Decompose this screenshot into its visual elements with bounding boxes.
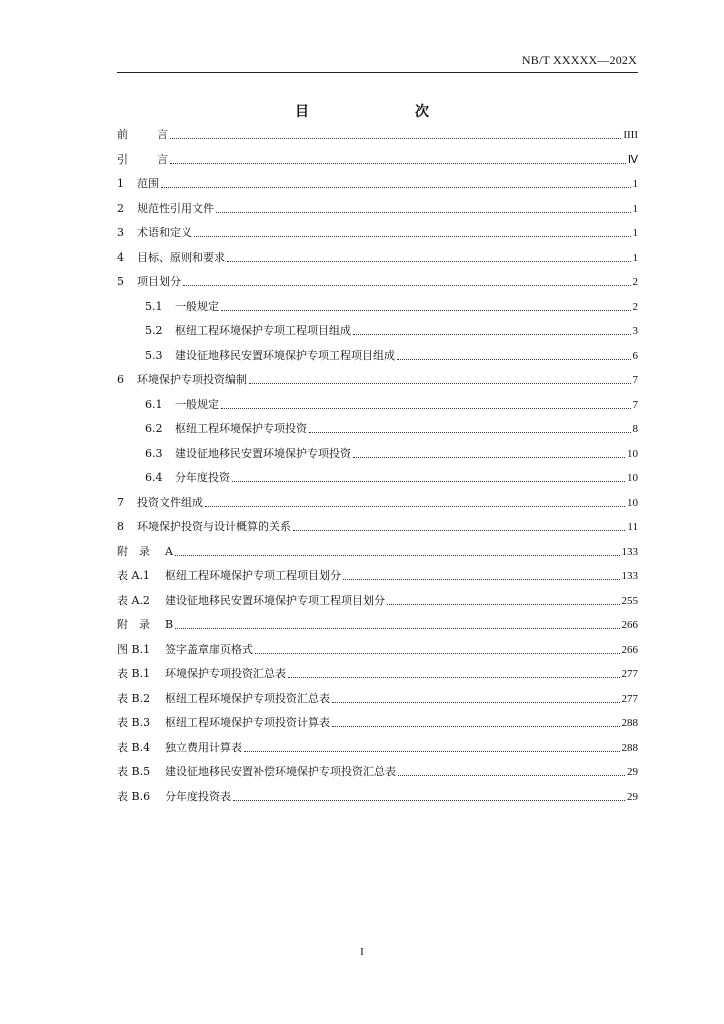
toc-entry[interactable] xyxy=(117,172,638,197)
page-number: I xyxy=(360,946,364,958)
toc-entry-number: 表 B.6 xyxy=(117,789,151,803)
toc-entry-number: 表 A.1 xyxy=(117,569,150,582)
toc-entry-label: 言 xyxy=(157,128,168,141)
toc-entry-number: 4 xyxy=(117,250,124,264)
toc-entry-number: 附 录 xyxy=(117,618,150,631)
toc-entry[interactable] xyxy=(117,123,638,148)
toc-entry-page: 288 xyxy=(621,741,638,754)
toc-entry-label: 独立费用计算表 xyxy=(165,740,242,754)
toc-entry-page: 7 xyxy=(632,374,638,386)
toc-entry-page: 2 xyxy=(632,276,638,288)
toc-entry-page: 1 xyxy=(632,251,638,264)
toc-entry-label: 建设征地移民安置环境保护专项投资 xyxy=(175,446,351,460)
toc-entry-label: 投资文件组成 xyxy=(137,495,203,509)
toc-dot-leader xyxy=(293,521,625,533)
toc-entry-page: 2 xyxy=(632,300,638,313)
toc-dot-leader xyxy=(398,766,625,778)
toc-entry-number: 6.1 xyxy=(145,397,163,411)
toc-dot-leader xyxy=(161,178,631,190)
toc-entry-label: 环境保护专项投资汇总表 xyxy=(165,667,286,680)
toc-entry-number: 6 xyxy=(117,373,124,386)
toc-entry[interactable] xyxy=(117,319,638,344)
toc-entry-page: 255 xyxy=(621,594,638,607)
toc-dot-leader xyxy=(205,497,625,509)
toc-entry[interactable] xyxy=(117,491,638,516)
toc-entry-label: 范围 xyxy=(137,177,159,190)
toc-entry[interactable] xyxy=(117,197,638,222)
toc-entry[interactable] xyxy=(117,246,638,271)
toc-entry-label: B xyxy=(165,618,174,631)
toc-entry-page: 6 xyxy=(632,349,638,362)
toc-entry-number: 1 xyxy=(117,177,124,190)
toc-dot-leader xyxy=(183,276,631,288)
standard-code: NB/T XXXXX—202X xyxy=(521,53,637,67)
toc-entry-number: 5.2 xyxy=(145,324,163,337)
toc-entry-page: 3 xyxy=(632,325,638,337)
toc-entry-label: 一般规定 xyxy=(175,299,219,313)
toc-entry-page: 11 xyxy=(627,521,638,533)
toc-entry-label: 目标、原则和要求 xyxy=(137,250,225,264)
toc-entry-page: 8 xyxy=(632,423,638,435)
toc-entry-label: 枢纽工程环境保护专项投资汇总表 xyxy=(165,691,330,705)
toc-entry[interactable] xyxy=(117,736,638,761)
toc-dot-leader xyxy=(175,546,620,558)
toc-entry[interactable] xyxy=(117,221,638,246)
toc-dot-leader xyxy=(233,791,625,803)
toc-entry-page: 1 xyxy=(632,227,638,239)
toc-entry-number: 5 xyxy=(117,275,124,288)
toc-entry-page: 133 xyxy=(621,570,638,582)
toc-dot-leader xyxy=(249,374,631,386)
toc-entry[interactable] xyxy=(117,613,638,638)
toc-dot-leader xyxy=(288,668,620,680)
toc-entry-label: 环境保护投资与设计概算的关系 xyxy=(137,520,291,533)
toc-entry[interactable] xyxy=(117,344,638,369)
toc-entry-page: 1 xyxy=(632,202,638,215)
toc-dot-leader xyxy=(221,399,631,411)
toc-dot-leader xyxy=(194,227,631,239)
toc-entry-page: 10 xyxy=(627,447,638,460)
toc-entry-number: 6.3 xyxy=(145,446,163,460)
toc-dot-leader xyxy=(170,154,626,166)
header-divider xyxy=(117,72,638,73)
toc-entry[interactable] xyxy=(117,466,638,491)
toc-entry-label: 一般规定 xyxy=(175,397,219,411)
toc-entry[interactable] xyxy=(117,662,638,687)
toc-entry-number: 6.2 xyxy=(145,422,163,435)
toc-entry-page: 1 xyxy=(632,178,638,190)
toc-entry-page: 10 xyxy=(627,472,638,484)
toc-entry-page: 266 xyxy=(621,619,638,631)
toc-dot-leader xyxy=(244,742,620,754)
toc-entry-page: 10 xyxy=(627,496,638,509)
toc-entry[interactable] xyxy=(117,270,638,295)
toc-entry-number: 表 B.5 xyxy=(117,765,151,778)
toc-dot-leader xyxy=(255,644,620,656)
toc-entry-page: 288 xyxy=(621,717,638,729)
toc-dot-leader xyxy=(175,619,619,631)
toc-entry[interactable] xyxy=(117,515,638,540)
toc-entry[interactable] xyxy=(117,393,638,418)
toc-entry-page: Ⅳ xyxy=(627,153,638,166)
toc-dot-leader xyxy=(397,350,631,362)
toc-entry-number: 附 录 xyxy=(117,544,150,558)
toc-entry-label: A xyxy=(165,544,173,558)
toc-entry[interactable] xyxy=(117,785,638,810)
toc-dot-leader xyxy=(387,595,620,607)
toc-title: 目 次 xyxy=(295,104,455,120)
toc-entry[interactable] xyxy=(117,540,638,565)
toc-entry-number: 图 B.1 xyxy=(117,642,151,656)
toc-dot-leader xyxy=(332,693,620,705)
toc-entry-label: 枢纽工程环境保护专项投资计算表 xyxy=(165,716,330,729)
toc-dot-leader xyxy=(353,325,631,337)
toc-dot-leader xyxy=(216,203,631,215)
toc-entry-label: 枢纽工程环境保护专项投资 xyxy=(175,422,307,435)
toc-entry-number: 5.1 xyxy=(145,299,163,313)
toc-entry-number: 表 B.1 xyxy=(117,667,151,680)
toc-entry[interactable] xyxy=(117,442,638,467)
toc-entry[interactable] xyxy=(117,687,638,712)
toc-entry-label: 项目划分 xyxy=(137,275,181,288)
toc-entry-number: 6.4 xyxy=(145,471,163,484)
toc-entry-page: 277 xyxy=(621,692,638,705)
toc-entry-label: 言 xyxy=(157,152,168,166)
toc-entry-number: 表 A.2 xyxy=(117,593,150,607)
toc-entry[interactable] xyxy=(117,564,638,589)
toc-entry-page: IIII xyxy=(623,129,638,141)
toc-entry[interactable] xyxy=(117,589,638,614)
toc-entry-page: 133 xyxy=(621,545,638,558)
toc-entry-number: 3 xyxy=(117,226,124,239)
toc-dot-leader xyxy=(343,570,620,582)
toc-entry-label: 建设征地移民安置环境保护专项工程项目组成 xyxy=(175,348,395,362)
toc-entry-page: 277 xyxy=(621,668,638,680)
toc-entry-number: 表 B.2 xyxy=(117,691,151,705)
toc-entry-page: 7 xyxy=(632,398,638,411)
toc-entry-label: 规范性引用文件 xyxy=(137,201,214,215)
toc-entry-label: 建设征地移民安置环境保护专项工程项目划分 xyxy=(165,593,385,607)
toc-dot-leader xyxy=(309,423,631,435)
toc-entry-label: 分年度投资 xyxy=(175,471,230,484)
toc-entry[interactable] xyxy=(117,638,638,663)
toc-entry-number: 前 xyxy=(117,128,128,141)
toc-entry-number: 表 B.3 xyxy=(117,716,151,729)
toc-entry-number: 8 xyxy=(117,520,124,533)
toc-entry-label: 分年度投资表 xyxy=(165,789,231,803)
toc-entry-number: 2 xyxy=(117,201,124,215)
toc-dot-leader xyxy=(170,129,621,141)
toc-entry[interactable] xyxy=(117,760,638,785)
toc-entry-label: 枢纽工程环境保护专项工程项目划分 xyxy=(165,569,341,582)
table-of-contents xyxy=(117,123,638,809)
toc-entry-number: 引 xyxy=(117,152,128,166)
toc-entry-label: 环境保护专项投资编制 xyxy=(137,373,247,386)
toc-entry[interactable] xyxy=(117,417,638,442)
toc-dot-leader xyxy=(332,717,620,729)
toc-dot-leader xyxy=(353,448,625,460)
toc-entry[interactable] xyxy=(117,711,638,736)
toc-entry[interactable] xyxy=(117,368,638,393)
toc-entry-page: 29 xyxy=(627,790,638,803)
toc-entry-label: 签字盖章扉页格式 xyxy=(165,642,253,656)
toc-entry[interactable] xyxy=(117,295,638,320)
toc-entry-label: 建设征地移民安置补偿环境保护专项投资汇总表 xyxy=(165,765,396,778)
toc-dot-leader xyxy=(221,301,631,313)
toc-entry-number: 表 B.4 xyxy=(117,740,151,754)
toc-dot-leader xyxy=(232,472,625,484)
toc-entry-page: 29 xyxy=(627,766,638,778)
toc-entry-label: 枢纽工程环境保护专项工程项目组成 xyxy=(175,324,351,337)
toc-entry-label: 术语和定义 xyxy=(137,226,192,239)
toc-entry-number: 7 xyxy=(117,495,124,509)
toc-entry[interactable] xyxy=(117,148,638,173)
toc-entry-number: 5.3 xyxy=(145,348,163,362)
toc-dot-leader xyxy=(227,252,631,264)
toc-entry-page: 266 xyxy=(621,643,638,656)
